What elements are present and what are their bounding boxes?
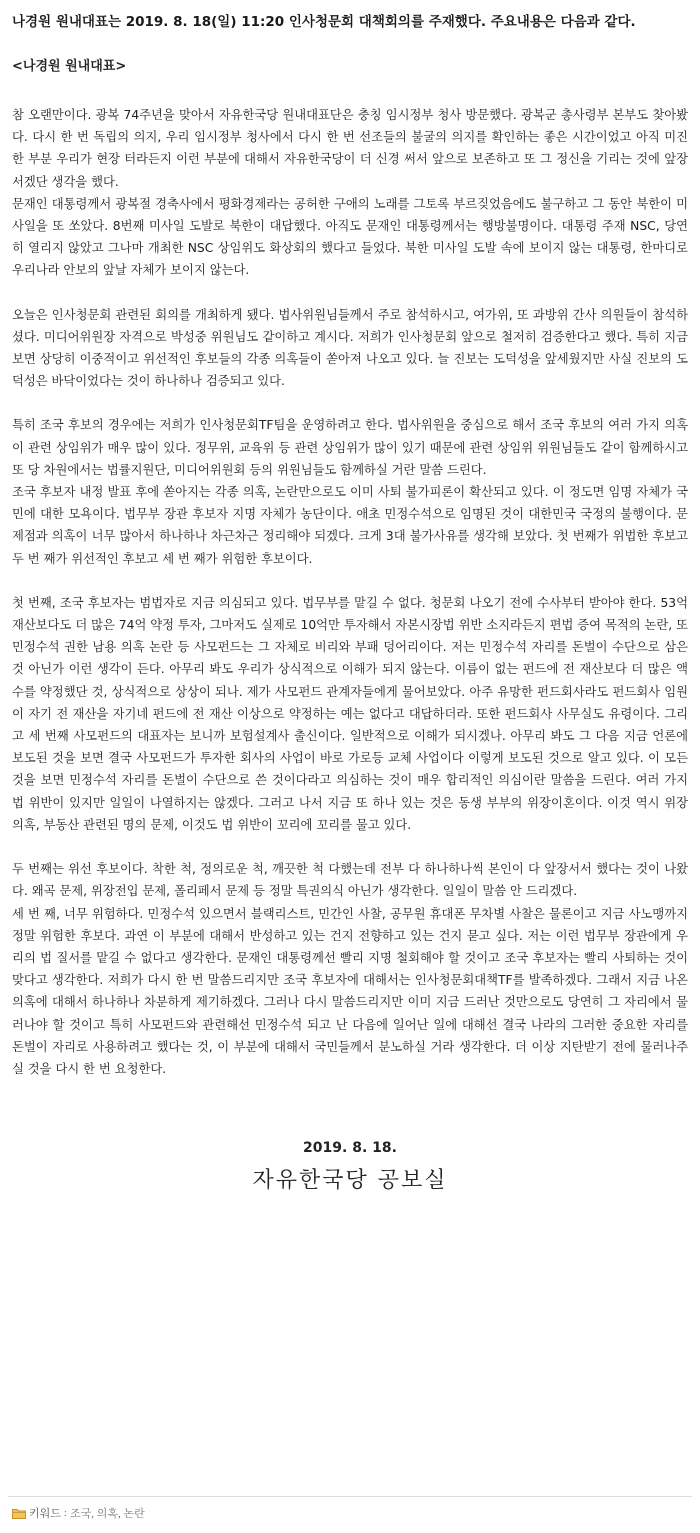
- paragraph-6: 첫 번째, 조국 후보자는 범법자로 지금 의심되고 있다. 법무부를 맡길 수 없다. 청문회 나오기 전에 수사부터 받아야 한다. 53억 재산보다도 더 많은 74억 약정 투자, 그마저도 실제로 10억만 투자해서 자본시장법 위반 소지라든지 편법 증여 목적의 논란, 또 민정수석 권한 남용 의혹 논란 등 사모펀드는 그 자체로 비리와 부패 덩어리이다. 저는 민정수석 자리를 돈벌이 수단으로 삼은 것 아닌가 이런 생각이 든다. 아무리 봐도 우리가 상식적으로 이해가 되지 않는다. 이름이 없는 펀드에 전 재산보다 더 많은 액수를 약정했단 것, 상식적으로 상상이 되나. 제가 사모펀드 관계자들에게 물어보았다. 아주 유망한 펀드회사라도 펀드회사 임원이 자기 전 재산을 자기네 펀드에 전 재산 이상으로 약정하는 예는 없다고 대답하더라. 또한 펀드회사 사무실도 유령이다. 그리고 세 번째 사모펀드의 대표자는 보니까 보험설계사 출신이다. 일반적으로 이해가 되시겠나. 아무리 봐도 그 다음 지금 언론에 보도된 것을 보면 결국 사모펀드가 투자한 회사의 사업이 바로 가로등 교체 사업이다 이렇게 보도된 것으로 알고 있다. 이 모든 것을 보면 민정수석 자리를 돈벌이 수단으로 쓴 것이다라고 의심하는 것이 매우 합리적인 의심이란 말씀을 드린다. 여러 가지 법 위반이 있지만 일일이 나열하지는 않겠다. 그러고 나서 지금 또 하나 있는 것은 동생 부부의 위장이혼이다. 이것 역시 위장 의혹, 부동산 관련된 명의 문제, 이것도 법 위반이 꼬리에 꼬리를 물고 있다.: [12, 595, 688, 832]
- headline: 나경원 원내대표는 2019. 8. 18(일) 11:20 인사청문회 대책회의를 주재했다. 주요내용은 다음과 같다.: [12, 14, 636, 30]
- paragraph-7: 두 번째는 위선 후보이다. 착한 척, 정의로운 척, 깨끗한 척 다했는데 전부 다 하나하나씩 본인이 다 앞장서서 했다는 것이 나왔다. 왜곡 문제, 위장전입 문제, 폴리페서 문제 등 정말 특권의식 아닌가 생각한다. 일일이 말씀 안 드리겠다.: [12, 862, 688, 899]
- keyword-list: 조국, 의혹, 논란: [69, 1508, 145, 1520]
- paragraph-3: 오늘은 인사청문회 관련된 회의를 개최하게 됐다. 법사위원님들께서 주로 참석하시고, 여가위, 또 과방위 간사 의원들이 참석하셨다. 미디어위원장 자격으로 박성중 위원님도 같이하고 계시다. 저희가 인사청문회 앞으로 철저히 검증한다고 했다. 특히 지금 보면 상당히 이중적이고 위선적인 후보들의 각종 의혹들이 쏟아져 나오고 있다. 늘 진보는 도덕성을 앞세웠지만 사실 진보의 도덕성은 바닥이었다는 것이 하나하나 검증되고 있다.: [12, 307, 688, 389]
- keyword-link[interactable]: 조국: [69, 1508, 92, 1520]
- issuer-name: 자유한국당 공보실: [252, 1168, 448, 1194]
- keywords-label: 키워드: [29, 1508, 61, 1520]
- footer-divider: [8, 1496, 692, 1497]
- keyword-link[interactable]: 논란: [123, 1508, 145, 1520]
- paragraph-5: 조국 후보자 내정 발표 후에 쏟아지는 각종 의혹, 논란만으로도 이미 사퇴 불가피론이 확산되고 있다. 이 정도면 임명 자체가 국민에 대한 모욕이다. 법무부 장관 후보자 지명 자체가 농단이다. 애초 민정수석으로 임명된 것이 대한민국 국정의 불행이다. 문제점과 의혹이 너무 많아서 하나하나 차근차근 정리해야 되겠다. 크게 3대 불가사유를 생각해 보았다. 첫 번째가 위법한 후보고 두 번 째가 위선적인 후보고 세 번 째가 위험한 후보이다.: [12, 485, 688, 566]
- speaker-label: <나경원 원내대표>: [12, 59, 127, 74]
- release-date: 2019. 8. 18.: [303, 1140, 397, 1157]
- paragraph-1: 참 오랜만이다. 광복 74주년을 맞아서 자유한국당 원내대표단은 충칭 임시정부 청사 방문했다. 광복군 총사령부 본부도 찾아봤다. 다시 한 번 독립의 의지, 우리 임시정부 청사에서 다시 한 번 선조들의 불굴의 의지를 확인하는 좋은 시간이었고 아직 미진한 부분 우리가 현장 터라든지 이런 부분에 대해서 자유한국당이 더 신경 써서 앞으로 보존하고 또 그 정신을 기리는 것에 앞장서겠단 생각을 했다.: [12, 108, 688, 189]
- paragraph-4: 특히 조국 후보의 경우에는 저희가 인사청문회TF팀을 운영하려고 한다. 법사위원을 중심으로 해서 조국 후보의 여러 가지 의혹이 관련 상임위가 매우 많이 있다. 정무위, 교육위 등 관련 상임위가 많이 있기 때문에 관련 상임위 위원님들도 같이 함께하시고 또 당 차원에서는 법률지원단, 미디어위원회 등의 위원님들도 함께하실 거란 말씀 드린다.: [12, 418, 688, 477]
- keywords-separator: :: [63, 1507, 67, 1519]
- keyword-link[interactable]: 의혹: [96, 1508, 118, 1520]
- folder-icon: [12, 1508, 26, 1519]
- paragraph-2: 문재인 대통령께서 광복절 경축사에서 평화경제라는 공허한 구애의 노래를 그토록 부르짖었음에도 불구하고 그 동안 북한이 미사일을 또 쏘았다. 8번째 미사일 도발로 북한이 대답했다. 아직도 문재인 대통령께서는 행방불명이다. 대통령 주재 NSC, 당연히 열리지 않았고 그나마 개최한 NSC 상임위도 화상회의 했다고 들었다. 북한 미사일 도발 속에 보이지 않는 대통령, 한마디로 우리나라 안보의 앞날 자체가 보이지 않는다.: [12, 196, 689, 278]
- paragraph-8: 세 번 째, 너무 위험하다. 민정수석 있으면서 블랙리스트, 민간인 사찰, 공무원 휴대폰 무차별 사찰은 물론이고 지금 사노맹까지 정말 위험한 후보다. 과연 이 부분에 대해서 반성하고 있는 건지 전향하고 있는 건지 묻고 싶다. 저는 이런 법무부 장관에게 우리의 법 질서를 맡길 수 없다고 생각한다. 문재인 대통령께선 빨리 지명 철회해야 할 것이고 조국 후보자는 빨리 사퇴하는 것이 맞다고 생각한다. 저희가 다시 한 번 말씀드리지만 조국 후보자에 대해서는 인사청문회대책TF를 발족하겠다. 그래서 지금 나온 의혹에 대해서 하나하나 차분하게 제기하겠다. 그러나 다시 말씀드리지만 이미 지금 드러난 것만으로도 당연히 그 자리에서 물러나야 할 것이고 특히 사모펀드와 관련해선 민정수석 되고 난 다음에 일어난 일에 대해선 결국 나라의 그러한 중요한 자리를 돈벌이 자리로 사용하려고 했다는 것, 이 부분에 대해서 국민들께서 분노하실 거라 생각한다. 더 이상 지탄받기 전에 물러나주실 것을 다시 한 번 요청한다.: [12, 906, 688, 1076]
- keywords-bar: [12, 1505, 145, 1521]
